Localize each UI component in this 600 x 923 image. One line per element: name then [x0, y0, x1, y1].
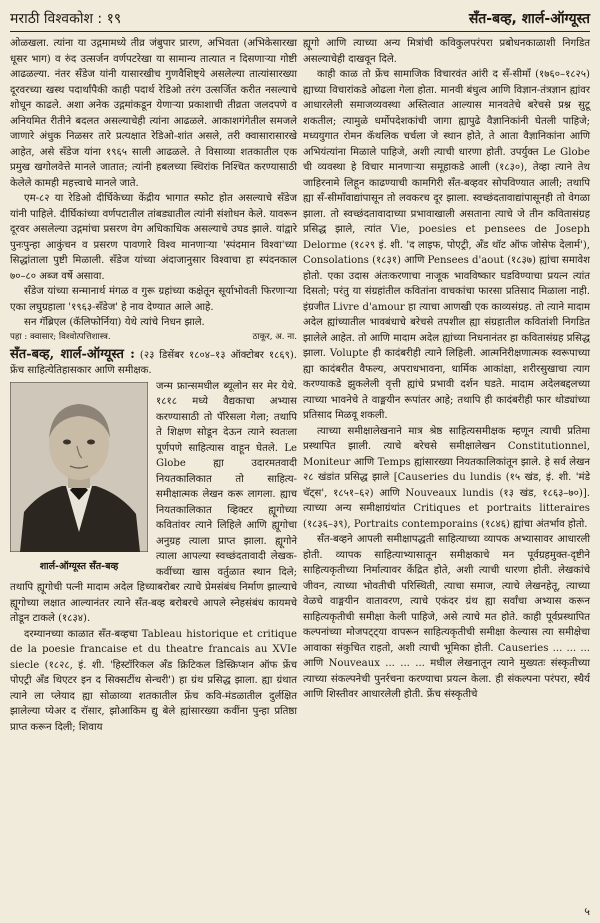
two-column-body — [10, 36, 590, 735]
see-also: पहा : क्वासार; विश्वोत्पत्तिशास्त्र. — [10, 331, 111, 342]
header-rule — [10, 31, 590, 32]
paragraph: काही काळ तो फ्रेंच सामाजिक विचारवंत आंरी द सँ-सीमाँ (१७६०–१८२५) ह्याच्या विचारांकडे ओढला गेला होता. मानवी बंधुत्व आणि विज्ञान-तंत्रज्ञान ह्यांवर आधारलेली समाजव्यवस्था अस्तित्वात आल्यास मानवतेचे बरेचसे प्रश्न सुटू शकतील; त्यामुळे धर्मोपदेशकांची जागा ह्यापुढे वैज्ञानिकांनी घेतली पाहिजे; मध्ययुगात रोमन कॅथलिक चर्चला जे स्थान होते, ते आता वैज्ञानिकांना आणि अभियंत्यांना मिळाले पाहिजे, अशी त्याची धारणा होती. उपर्युक्त Le Globe ची व्यवस्था हे विचार मानणाऱ्या समूहाकडे आली (१८३०), तेव्हा त्याने तेथ जाहिरनामे लिहून काढण्याची कामगिरी सँत-बव्हवर सोपविण्यात आली; तथापि ह्या सँ-सीमाँवाद्यांपासून तो लवकरच दूर झाला. स्वच्छंदतावाद्यांपासूनही तो वेगळा झाला. तो स्वच्छंदतावादाच्या प्रभावाखाली असताना त्याचे जे तीन कवितासंग्रह प्रसिद्ध झाले, त्यांत Vie, poesies et pensees de Joseph Delorme (१८२९ इं. शी. 'द लाइफ, पोएट्री, अँड थॉट ऑफ जोसेफ देलार्म'), Consolations (१८३१) आणि Pensees d'aout (१८३७) ह्यांचा समावेश होतो. एका उदास अंतःकरणाचा नाजूक भावविष्कार घडविण्याचा प्रयत्न त्यांत दिसतो; परंतु या संग्रहांतील कवितांना वाचकांचा फारसा प्रतिसाद मिळाला नाही. इंग्रजीत Livre d'amour हा त्याचा आणखी एक काव्यसंग्रह. तो त्याने मादाम अदेल ह्यांच्यातील भावबंधाचे बरेचसे तपशील ह्या संग्रहातील कवितांशी निगडित झालेले आहेत. तो आणि मादाम अदेल ह्यांच्या निधनानंतर हा कवितासंग्रह प्रसिद्ध झाला. Volupte ही कादंबरीही त्याने लिहिली. आत्मनिरीक्षणात्मक स्वरूपाच्या ह्या कादंबरीत वैफल्य, अपराधभावना, धार्मिक आकांक्षा, शरीरसुखाचा त्याग करण्याकडे झुकलेली वृत्ती ह्यांचे प्रभावी दर्शन घडते. मादाम अदेलबद्दलच्या त्याच्या भावनेचे ते वाङ्मयीन रूपांतर आहे; तथापि ही कादंबरीही फार थोड्यांच्या प्रतिसाद मिळवू शकली. — [303, 69, 590, 421]
paragraph: ओळखला. त्यांना या उद्गमामध्ये तीव्र जंबुपार प्रारण, अभिवता (अभिकेसारखा धूसर भाग) व रुंद उत्सर्जन वर्णपटरेखा या सामान्य तात्यात न दिसणाऱ्या गोष्टी आढळल्या. नंतर सँडेज यांनी यासारखीच गुणवैशिष्ट्ये असलेल्या तात्यांसारख्या दूरवरच्या खस्थ पदार्थांपैकी काही पदार्थ रेडिओ तरंग उत्सर्जित करीत नसल्याचे शोधून काढले. अशा अनेक उद्गमांकडून येणाऱ्या प्रकाशाची तीव्रता जलदपणे व अनियमित रीतीने बदलत असल्याचेही त्यांना आढळले. आकाशगंगेतील समजले जाणारे अंधुक निळसर तारे प्रत्यक्षात रेडिओ-शांत असले, तरी क्वासारासारखे आहेत, असे सँडेज यांना १९६५ साली आढळले. ते विसाव्या शतकातील एक प्रमुख खगोलवेत्ते मानले जातात; त्यांनी हबलच्या स्थिरांक निश्चित करण्यासाठी केलेले कामही महत्त्वाचे मानले जाते. — [10, 38, 297, 189]
left-column — [10, 36, 297, 735]
paragraph: सँडेज यांच्या सन्मानार्थ मंगळ व गुरू ग्रहांच्या कक्षेतून सूर्याभोवती फिरणाऱ्या एका लघुग्रहाला '१९६३-सँडेज' हे नाव देण्यात आले आहे. — [10, 286, 297, 313]
entry-lead: (२३ डिसेंबर १८०४–१३ ऑक्टोबर १८६९). फ्रेंच साहित्येतिहासकार आणि समीक्षक. — [10, 349, 297, 376]
paragraph: त्याच्या समीक्षालेखनाने मात्र श्रेष्ठ साहित्यसमीक्षक म्हणून त्याची प्रतिमा प्रस्थापित झाली. त्याचे बरेचसे समीक्षालेखन Constitutionnel, Moniteur आणि Temps ह्यांसारख्या नियतकालिकांतून झाले. हे सर्व लेखन २८ खंडांत प्रसिद्ध झाले [Causeries du lundis (१५ खंड, इं. शी. 'मंडे चॅट्स', १८५१–६२) आणि Nouveaux lundis (१३ खंड, १८६३–७०)]. त्याच्या अन्य समीक्षाग्रंथांत Critiques et portraits litteraires (१८३६–३९), Portraits contemporains (१८४६) ह्यांचा अंतर्भाव होतो. — [303, 425, 590, 530]
paragraph: एम-८२ या रेडिओ दीर्घिकेच्या केंद्रीय भागात स्फोट होत असल्याचे सँडेज यांनी पाहिले. दीर्घिकांच्या वर्णपटातील तांबड्यातील त्यांनी संशोधन केले. यावरून दूरवर असलेल्या उद्गमांचा प्रसरण वेग अधिकाधिक असल्याचे उघड झाले. यांद्वारे पुनःपुन्हा आकुंचन व प्रसरण पावणारे विश्व मानणाऱ्या 'स्पंदमान विश्वा'च्या सिद्धांताला पुष्टी मिळाली. सँडेज यांच्या अंदाजानुसार विश्वाचा हा स्पंदनकाल ७०–८० अब्ज वर्षे असावा. — [10, 193, 297, 282]
page-number: ५ — [584, 905, 590, 918]
paragraph: सन गॅब्रिएल (कॅलिफोर्निया) येथे त्यांचे निधन झाले. — [24, 317, 205, 328]
author-name: ठाकूर, अ. ना. — [252, 331, 297, 342]
entry-heading — [10, 347, 297, 379]
author-line — [10, 331, 297, 344]
portrait-image — [10, 382, 148, 552]
header-volume: मराठी विश्वकोश : १९ — [10, 11, 122, 27]
entry-title: सँत-बव्ह, शार्ल-ऑग्यूस्त : — [10, 346, 135, 362]
paragraph: सँत-बव्हने आपली समीक्षापद्धती साहित्याच्या व्यापक अभ्यासावर आधारली होती. व्यापक साहित्याभ्यासातून समीक्षकाचे मन पूर्वग्रहमुक्त-दृष्टीने साहित्यकृतीच्या निर्मात्यावर केंद्रित होते, अशी त्याची धारणा होती. लेखकांचे जीवन, त्याच्या भोवतीची परिस्थिती, त्याचा समाज, त्याचे लेखनहेतू, त्याच्या वेळचे वाङ्मयीन वातावरण, त्याचे एकंदर ग्रंथ ह्या सर्वांचा अभ्यास करून साहित्यकृतीची समीक्षा केली पाहिजे, असे त्याचे मत होते. काही पूर्वप्रस्थापित कल्पनांच्या मोजपट्ट्या वापरून साहित्यकृतीची समीक्षा केल्यास त्या समीक्षेचा आवाका संकुचित राहतो, अशी त्याची भूमिका होती. Causeries ... ... ... आणि Nouveaux ... ... ... मधील लेखनातून त्याने मुख्यतः संस्कृतीच्या त्याच्या संकल्पनेची पुनर्रचना करण्याचा प्रयत्न केला. ही संकल्पना परंपरा, स्थैर्य आणि शिस्तीवर आधारलेली होती. फ्रेंच संस्कृतीचे — [303, 534, 590, 700]
paragraph: दरम्यानच्या काळात सँत-बव्हचा Tableau historique et critique de la poesie francaise et du theatre francais au XVIe siecle (१८२८, इं. शी. 'हिस्टॉरिकल अँड क्रिटिकल डिस्क्रिप्शन ऑफ फ्रेंच पोएट्री अँड थिएटर इन द सिक्सटींथ सेन्चरी') हा ग्रंथ प्रसिद्ध झाला. ह्या ग्रंथात त्याने ला प्लेयाद ह्या सोळाव्या शतकातील फ्रेंच कवि-मंडळातील दुर्लक्षित झालेल्या प्येअर द रॉसार, झोआकिम द्यु बेले ह्यांसारख्या कवींना पुन्हा प्रतिष्ठा प्राप्त करून दिली; शिवाय — [10, 628, 297, 733]
portrait-caption: शार्ल-ऑग्यूस्त सँत-बव्ह — [39, 561, 119, 572]
right-column — [303, 36, 590, 735]
header-entry: सँत-बव्ह, शार्ल-ऑग्यूस्त — [468, 11, 590, 27]
paragraph: ह्यूगो आणि त्याच्या अन्य मित्रांची कविकुलपरंपरा प्रबोधनकाळाशी निगडित असल्याचेही दाखवून दिले. — [303, 38, 590, 65]
page-header — [10, 6, 590, 28]
paragraph: जन्म फ्रान्समधील ब्यूलोन सर मेर येथे. १८१८ मध्ये वैद्यकाचा अभ्यास करण्यासाठी तो पॅरिसला गेला; तथापि ते शिक्षण सोडून देऊन त्याने स्वतःला पूर्णपणे साहित्यास वाहून घेतले. Le Globe ह्या उदारमतवादी नियतकालिकात तो साहित्य-समीक्षात्मक लेखन करू लागला. ह्याच नियतकालिकात व्हिक्टर ह्यूगोच्या कवितांवर त्याने लिहिले आणि ह्यूगोचा अनुग्रह त्याला प्राप्त झाला. ह्यूगोने त्याला आपल्या स्वच्छंदतावादी लेखक-कवींच्या खास वर्तुळात स्थान दिले; तथापि ह्यूगोची पत्नी मादाम अदेल हिच्याबरोबर त्याचे प्रेमसंबंध निर्माण झाल्याचे ह्यूगोच्या लक्षात आल्यानंतर त्याने सँत-बव्ह बरोबरचे आपले स्नेहसंबंध कायमचे तोडून टाकले (१८३४). — [10, 380, 297, 624]
portrait-figure — [10, 382, 148, 575]
